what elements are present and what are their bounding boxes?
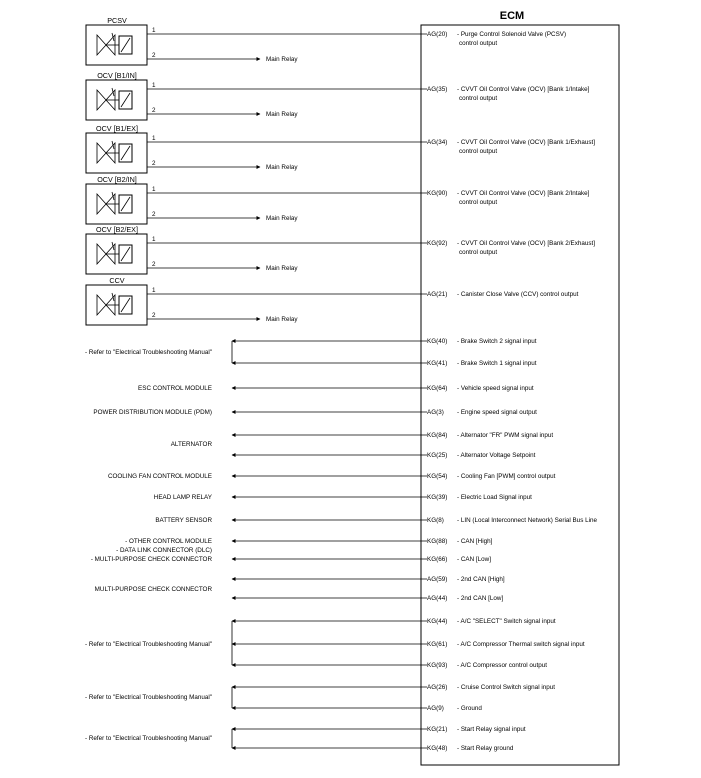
ecm-pin-label: KG(61) bbox=[427, 641, 448, 648]
main-relay-label: Main Relay bbox=[266, 215, 298, 222]
left-label: ESC CONTROL MODULE bbox=[138, 385, 212, 392]
pin1-label: 1 bbox=[152, 236, 156, 243]
left-labels-group bbox=[85, 349, 213, 742]
ecm-pin-desc: - LIN (Local Interconnect Network) Serial Bus Line bbox=[457, 517, 597, 524]
ecm-pin-desc: - Brake Switch 1 signal input bbox=[457, 360, 537, 367]
component-name: OCV [B2/IN] bbox=[97, 175, 137, 184]
ecm-pin-desc: - CVVT Oil Control Valve (OCV) [Bank 1/Exhaust] bbox=[457, 139, 595, 146]
left-label: - Refer to "Electrical Troubleshooting Manual" bbox=[85, 735, 212, 742]
pin2-label: 2 bbox=[152, 312, 156, 319]
component-name: PCSV bbox=[107, 16, 127, 25]
left-label: - OTHER CONTROL MODULE bbox=[125, 538, 212, 545]
component-name: CCV bbox=[109, 276, 125, 285]
ecm-pin-desc-2: control output bbox=[459, 199, 498, 206]
ecm-pin-label: KG(66) bbox=[427, 556, 448, 563]
left-label: BATTERY SENSOR bbox=[155, 517, 212, 524]
left-label: COOLING FAN CONTROL MODULE bbox=[107, 473, 212, 480]
ecm-pin-label: KG(41) bbox=[427, 360, 448, 367]
ecm-pin-label: AG(9) bbox=[427, 705, 444, 712]
ecm-pin-desc-2: control output bbox=[459, 40, 498, 47]
pin2-label: 2 bbox=[152, 107, 156, 114]
left-label: - Refer to "Electrical Troubleshooting Manual" bbox=[85, 641, 212, 648]
pin1-label: 1 bbox=[152, 186, 156, 193]
main-relay-label: Main Relay bbox=[266, 111, 298, 118]
ecm-pin-desc: - Engine speed signal output bbox=[457, 409, 537, 416]
pin2-label: 2 bbox=[152, 261, 156, 268]
pin2-label: 2 bbox=[152, 211, 156, 218]
ecm-pin-desc: - A/C Compressor control output bbox=[457, 662, 547, 669]
ecm-pin-desc: - CVVT Oil Control Valve (OCV) [Bank 1/Intake] bbox=[457, 86, 590, 93]
ecm-pin-label: AG(20) bbox=[427, 31, 448, 38]
ecm-pin-label: KG(25) bbox=[427, 452, 448, 459]
ecm-pin-desc-2: control output bbox=[459, 95, 498, 102]
main-relay-label: Main Relay bbox=[266, 56, 298, 63]
ecm-pin-desc: - CAN [High] bbox=[457, 538, 493, 545]
component-name: OCV [B1/EX] bbox=[96, 124, 138, 133]
ecm-title: ECM bbox=[499, 10, 525, 22]
pin1-label: 1 bbox=[152, 135, 156, 142]
ecm-pin-desc: - Start Relay signal input bbox=[457, 726, 526, 733]
ecm-pin-label: KG(88) bbox=[427, 538, 448, 545]
left-label: HEAD LAMP RELAY bbox=[153, 494, 212, 501]
ecm-pin-desc: - Brake Switch 2 signal input bbox=[457, 338, 537, 345]
ecm-box bbox=[421, 25, 619, 765]
ecm-pin-desc: - Vehicle speed signal input bbox=[457, 385, 534, 392]
pin1-label: 1 bbox=[152, 287, 156, 294]
ecm-pin-label: KG(93) bbox=[427, 662, 448, 669]
ecm-pin-desc: - Purge Control Solenoid Valve (PCSV) bbox=[457, 31, 567, 38]
ecm-pin-label: KG(48) bbox=[427, 745, 448, 752]
ecm-pin-desc: - Start Relay ground bbox=[457, 745, 514, 752]
left-label: - Refer to "Electrical Troubleshooting Manual" bbox=[85, 349, 212, 356]
ecm-pin-label: KG(40) bbox=[427, 338, 448, 345]
ecm-pin-desc: - Cooling Fan [PWM] control output bbox=[457, 473, 556, 480]
component-name: OCV [B2/EX] bbox=[96, 225, 138, 234]
ecm-pin-desc-2: control output bbox=[459, 249, 498, 256]
ecm-pin-desc: - Alternator "FR" PWM signal input bbox=[457, 432, 554, 439]
ecm-pin-desc: - Electric Load Signal input bbox=[457, 494, 532, 501]
ecm-pin-label: AG(35) bbox=[427, 86, 448, 93]
ecm-pin-desc: - CAN [Low] bbox=[457, 556, 491, 563]
ecm-pin-desc: - A/C "SELECT" Switch signal input bbox=[457, 618, 556, 625]
main-relay-label: Main Relay bbox=[266, 265, 298, 272]
left-label: - Refer to "Electrical Troubleshooting Manual" bbox=[85, 694, 212, 701]
ecm-pin-desc: - CVVT Oil Control Valve (OCV) [Bank 2/Intake] bbox=[457, 190, 590, 197]
ecm-pin-label: KG(21) bbox=[427, 726, 448, 733]
ecm-pin-label: KG(92) bbox=[427, 240, 448, 247]
ecm-pin-desc: - A/C Compressor Thermal switch signal input bbox=[457, 641, 585, 648]
ecm-pin-label: AG(34) bbox=[427, 139, 448, 146]
ecm-pin-label: KG(90) bbox=[427, 190, 448, 197]
ecm-pin-desc: - 2nd CAN [Low] bbox=[457, 595, 504, 602]
ecm-pin-label: AG(26) bbox=[427, 684, 448, 691]
ecm-pin-label: KG(54) bbox=[427, 473, 448, 480]
ecm-pin-label: AG(44) bbox=[427, 595, 448, 602]
main-relay-label: Main Relay bbox=[266, 316, 298, 323]
ecm-pin-label: KG(39) bbox=[427, 494, 448, 501]
component-name: OCV [B1/IN] bbox=[97, 71, 137, 80]
left-label: POWER DISTRIBUTION MODULE (PDM) bbox=[93, 409, 212, 416]
ecm-pin-desc: - Ground bbox=[457, 705, 482, 712]
ecm-pin-label: KG(84) bbox=[427, 432, 448, 439]
ecm-pin-desc: - CVVT Oil Control Valve (OCV) [Bank 2/Exhaust] bbox=[457, 240, 595, 247]
left-label: ALTERNATOR bbox=[170, 441, 212, 448]
left-label: - DATA LINK CONNECTOR (DLC) bbox=[116, 547, 212, 554]
pin1-label: 1 bbox=[152, 27, 156, 34]
ecm-pin-label: AG(59) bbox=[427, 576, 448, 583]
ecm-pin-label: KG(8) bbox=[427, 517, 444, 524]
left-label: MULTI-PURPOSE CHECK CONNECTOR bbox=[94, 586, 212, 593]
pin1-label: 1 bbox=[152, 82, 156, 89]
ecm-pin-label: AG(21) bbox=[427, 291, 448, 298]
ecm-pin-desc: - 2nd CAN [High] bbox=[457, 576, 505, 583]
pin2-label: 2 bbox=[152, 52, 156, 59]
ecm-pin-label: KG(64) bbox=[427, 385, 448, 392]
ecm-pin-desc: - Alternator Voltage Setpoint bbox=[457, 452, 536, 459]
pin2-label: 2 bbox=[152, 160, 156, 167]
ecm-pin-label: KG(44) bbox=[427, 618, 448, 625]
ecm-pin-desc: - Canister Close Valve (CCV) control output bbox=[457, 291, 579, 298]
ecm-pin-label: AG(3) bbox=[427, 409, 444, 416]
main-relay-label: Main Relay bbox=[266, 164, 298, 171]
ecm-pin-desc: - Cruise Control Switch signal input bbox=[457, 684, 555, 691]
left-label: - MULTI-PURPOSE CHECK CONNECTOR bbox=[90, 556, 212, 563]
ecm-pin-desc-2: control output bbox=[459, 148, 498, 155]
